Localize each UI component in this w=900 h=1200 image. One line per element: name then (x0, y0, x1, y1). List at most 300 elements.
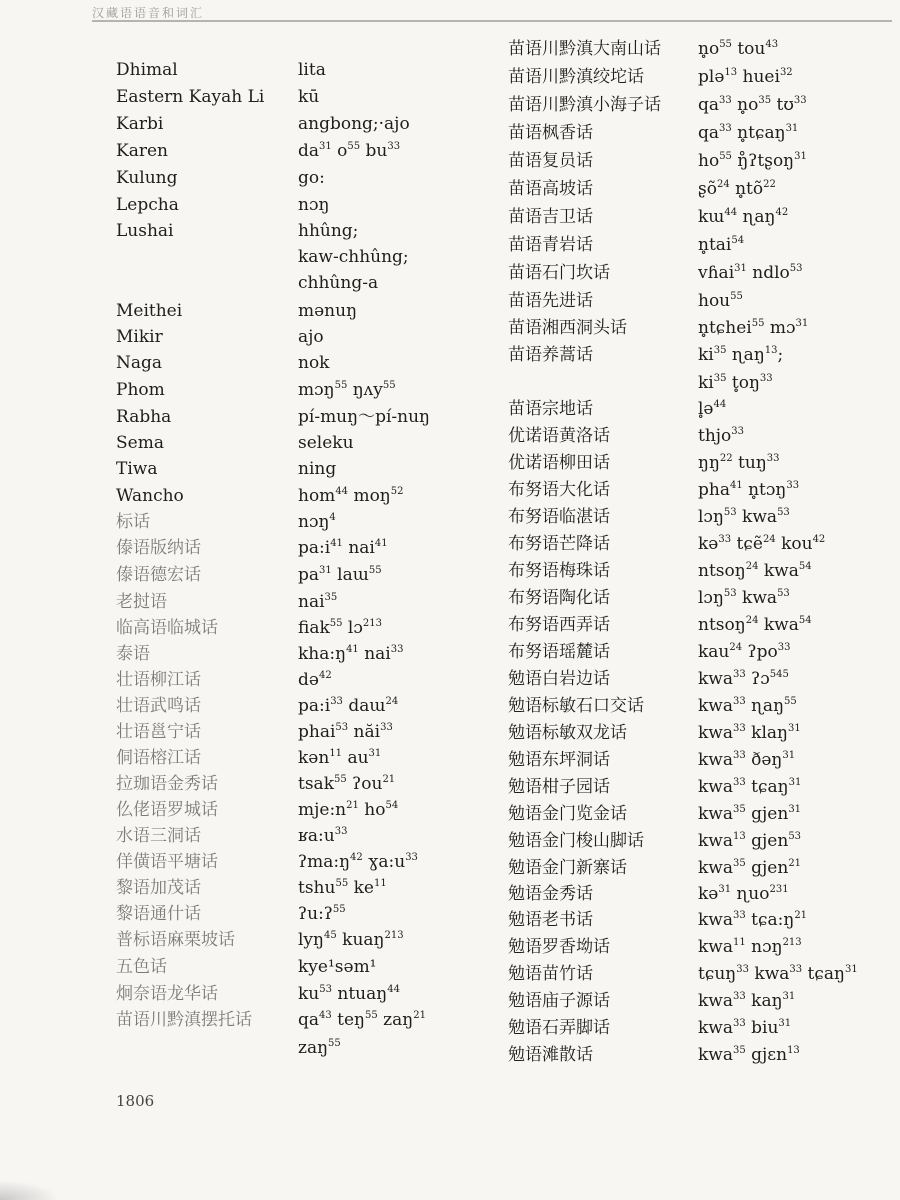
syllable: qa (298, 1010, 320, 1030)
language-name: 壮语武鸣话 (116, 696, 201, 716)
tone-mark: 33 (719, 95, 732, 106)
syllable: au (342, 748, 369, 768)
syllable: kwa (698, 1018, 733, 1038)
syllable: n̥o (731, 95, 759, 115)
word-form (698, 65, 793, 92)
word-form (698, 424, 744, 451)
syllable: qa (698, 123, 720, 143)
tone-mark: 54 (731, 235, 745, 246)
word-form (298, 112, 410, 136)
syllable: ning (298, 459, 337, 479)
syllable: o (331, 141, 348, 161)
syllable: hom (298, 486, 336, 506)
syllable: nok (298, 353, 330, 373)
syllable: tshu (298, 878, 336, 898)
tone-mark: 33 (733, 723, 746, 734)
tone-mark: 31 (787, 723, 801, 734)
language-name: 苗语宗地话 (508, 399, 593, 419)
word-form (298, 299, 357, 323)
tone-mark: 54 (798, 561, 812, 572)
tone-mark: 33 (793, 95, 807, 106)
tone-mark: 24 (745, 561, 759, 572)
tone-mark: 53 (723, 588, 737, 599)
syllable: lɔ (342, 618, 363, 638)
tone-mark: 55 (382, 380, 396, 391)
tone-mark: 545 (769, 669, 789, 680)
syllable: mɔŋ (298, 380, 335, 400)
syllable: kū (298, 87, 320, 107)
word-form (298, 772, 395, 799)
language-name: 黎语通什话 (116, 904, 201, 924)
language-name: 勉语金门梭山脚话 (508, 831, 644, 851)
tone-mark: 43 (319, 1010, 332, 1021)
language-name: 优诺语黄洛话 (508, 426, 610, 446)
word-form (298, 668, 332, 695)
tone-mark: 53 (723, 507, 737, 518)
tone-mark: 42 (350, 852, 363, 863)
word-form (698, 694, 797, 721)
tone-mark: 35 (733, 1045, 746, 1056)
language-name: Eastern Kayah Li (116, 87, 265, 107)
syllable: ntsoŋ (698, 615, 746, 635)
syllable: gjen (745, 804, 789, 824)
word-form (698, 177, 776, 204)
word-form (298, 982, 400, 1009)
language-name: 勉语金门览金话 (508, 804, 627, 824)
syllable: kwa (698, 804, 733, 824)
tone-mark: 24 (762, 534, 776, 545)
syllable: kwa (698, 669, 733, 689)
tone-mark: 35 (713, 345, 727, 356)
tone-mark: 55 (328, 1038, 341, 1049)
syllable: vɦai (698, 263, 735, 283)
language-name: 勉语石弄脚话 (508, 1018, 610, 1038)
syllable: kha:ŋ (298, 644, 347, 664)
language-name: Kulung (116, 168, 178, 188)
syllable: năi (348, 722, 381, 742)
word-form (298, 219, 358, 243)
tone-mark: 33 (330, 696, 343, 707)
syllable: kye¹səm¹ (298, 957, 377, 977)
language-name: 黎语加茂话 (116, 878, 201, 898)
tone-mark: 55 (332, 904, 346, 915)
language-name: 布努语大化话 (508, 480, 610, 500)
syllable: ku (298, 984, 320, 1004)
language-name: 勉语罗香坳话 (508, 937, 610, 957)
language-name: 苗语青岩话 (508, 235, 593, 255)
syllable: kwa (748, 964, 790, 984)
syllable: mənuŋ (298, 301, 358, 321)
tone-mark: 13 (787, 1045, 800, 1056)
syllable: n̥tai (698, 235, 732, 255)
word-form (698, 775, 801, 802)
syllable: nɔŋ (745, 937, 783, 957)
syllable: seleku (298, 433, 354, 453)
tone-mark: 213 (362, 618, 382, 629)
tone-mark: 31 (844, 964, 858, 975)
word-form (698, 613, 812, 640)
syllable: t̥oŋ (726, 373, 760, 393)
syllable: go: (298, 168, 325, 188)
tone-mark: 33 (733, 669, 746, 680)
word-form (298, 1008, 426, 1035)
syllable: moŋ (348, 486, 391, 506)
word-form (698, 802, 801, 829)
syllable: tuŋ (732, 453, 767, 473)
syllable: ntuaŋ (331, 984, 388, 1004)
tone-mark: 33 (759, 373, 773, 384)
syllable: ʔou (346, 774, 383, 794)
tone-mark: 42 (812, 534, 826, 545)
word-form (298, 85, 319, 109)
tone-mark: 13 (724, 67, 738, 78)
tone-mark: 35 (713, 373, 727, 384)
tone-mark: 35 (324, 592, 338, 603)
word-form (298, 484, 404, 511)
word-form (698, 371, 773, 398)
syllable: ʔɔ (745, 669, 770, 689)
word-form (298, 457, 336, 481)
language-name: 临高语临城话 (116, 618, 218, 638)
tone-mark: 213 (782, 937, 802, 948)
tone-mark: 11 (329, 748, 343, 759)
tone-mark: 53 (777, 588, 790, 599)
word-form (698, 856, 801, 883)
tone-mark: 41 (729, 480, 743, 491)
tone-mark: 24 (745, 615, 759, 626)
word-form (698, 559, 812, 586)
syllable: teŋ (331, 1010, 366, 1030)
language-name: Lepcha (116, 195, 179, 215)
tone-mark: 31 (319, 565, 332, 576)
tone-mark: 31 (794, 151, 807, 162)
tone-mark: 31 (782, 750, 796, 761)
syllable: ɳaŋ (737, 207, 776, 227)
language-name: 勉语庙子源话 (508, 991, 610, 1011)
tone-mark: 52 (390, 486, 404, 497)
word-form (698, 397, 726, 424)
tone-mark: 33 (334, 826, 348, 837)
syllable: phai (298, 722, 336, 742)
tone-mark: 55 (784, 696, 797, 707)
tone-mark: 31 (788, 777, 802, 788)
language-name: 苗语先进话 (508, 291, 593, 311)
language-name: 佯僙语平塘话 (116, 852, 218, 872)
tone-mark: 33 (390, 644, 404, 655)
language-name: 苗语枫香话 (508, 123, 593, 143)
syllable: ajo (298, 327, 324, 347)
language-name: 傣语版纳话 (116, 538, 201, 558)
word-form (298, 590, 337, 617)
syllable: kə (698, 884, 719, 904)
tone-mark: 33 (733, 910, 746, 921)
tone-mark: 21 (788, 858, 802, 869)
tone-mark: 33 (786, 480, 800, 491)
tone-mark: 11 (373, 878, 387, 889)
word-form (298, 642, 403, 669)
word-form (698, 233, 744, 260)
syllable: laɯ (331, 565, 369, 585)
tone-mark: 33 (718, 534, 732, 545)
language-name: 勉语白岩边话 (508, 669, 610, 689)
syllable: nai (342, 538, 375, 558)
tone-mark: 31 (778, 1018, 792, 1029)
word-form (298, 245, 409, 269)
tone-mark: 42 (775, 207, 789, 218)
syllable: ke (348, 878, 374, 898)
word-form (298, 325, 324, 349)
tone-mark: 33 (766, 453, 780, 464)
syllable: ʔma:ŋ (298, 852, 351, 872)
syllable: kaŋ (745, 991, 783, 1011)
word-form (698, 962, 858, 989)
syllable: hhûng; (298, 221, 359, 241)
word-form (698, 149, 807, 176)
word-form (698, 343, 783, 370)
word-form (298, 850, 418, 877)
word-form (698, 451, 780, 478)
syllable: fiak (298, 618, 330, 638)
syllable: pa:i (298, 696, 331, 716)
syllable: zaŋ (377, 1010, 414, 1030)
syllable: zaŋ (298, 1038, 329, 1058)
language-name: 苗语川黔滇摆托话 (116, 1010, 252, 1030)
syllable: tɕẽ (731, 534, 763, 554)
syllable: tɕuŋ (698, 964, 737, 984)
tone-mark: 231 (769, 884, 789, 895)
word-form (698, 935, 802, 962)
language-name: Karen (116, 141, 168, 161)
tone-mark: 31 (319, 141, 332, 152)
syllable: kə (698, 534, 719, 554)
language-name: 苗语川黔滇大南山话 (508, 39, 661, 59)
tone-mark: 33 (736, 964, 749, 975)
tone-mark: 31 (788, 804, 802, 815)
syllable: ho (698, 151, 720, 171)
syllable: ki (698, 373, 714, 393)
word-form (298, 746, 381, 773)
tone-mark: 13 (764, 345, 778, 356)
language-name: 苗语高坡话 (508, 179, 593, 199)
syllable: ɣa:u (362, 852, 406, 872)
word-form (698, 882, 789, 909)
tone-mark: 31 (718, 884, 732, 895)
language-name: Phom (116, 380, 165, 400)
language-name: Mikir (116, 327, 163, 347)
word-form (298, 271, 378, 295)
word-form (298, 166, 325, 190)
tone-mark: 55 (365, 1010, 378, 1021)
syllable: tɕaŋ (745, 777, 789, 797)
language-name: 水语三洞话 (116, 826, 201, 846)
syllable: l̥ə (698, 399, 714, 419)
syllable: bu (360, 141, 388, 161)
syllable: biu (745, 1018, 779, 1038)
syllable: ðəŋ (745, 750, 783, 770)
word-form (698, 829, 801, 856)
syllable: nɔŋ (298, 512, 330, 532)
word-form (298, 928, 404, 955)
syllable: kwa (698, 937, 733, 957)
syllable: huei (737, 67, 780, 87)
language-name: 勉语滩散话 (508, 1045, 593, 1065)
syllable: kwa (698, 910, 733, 930)
word-form (698, 1016, 791, 1043)
word-form (698, 478, 799, 505)
word-form (298, 1036, 341, 1063)
word-form (698, 93, 807, 120)
syllable: kwa (698, 777, 733, 797)
language-name: 勉语金秀话 (508, 884, 593, 904)
syllable: kwa (758, 615, 799, 635)
syllable: tou (731, 39, 766, 59)
language-name: 苗语复员话 (508, 151, 593, 171)
word-form (698, 505, 790, 532)
syllable: ʔu:ʔ (298, 904, 333, 924)
syllable: kuaŋ (336, 930, 385, 950)
syllable: kwa (698, 723, 733, 743)
language-name: Wancho (116, 486, 184, 506)
syllable: kau (698, 642, 730, 662)
syllable: n̥tɕaŋ (731, 123, 786, 143)
word-form (698, 121, 798, 148)
language-name: 布努语梅珠话 (508, 561, 610, 581)
word-form (298, 694, 398, 721)
word-form (698, 37, 778, 64)
syllable: mɔ (764, 318, 796, 338)
syllable: tʊ (771, 95, 794, 115)
tone-mark: 22 (719, 453, 733, 464)
tone-mark: 31 (785, 123, 799, 134)
syllable: n̥tõ (729, 179, 764, 199)
tone-mark: 55 (730, 291, 743, 302)
syllable: kwa (736, 588, 778, 608)
syllable: ɳaŋ (726, 345, 765, 365)
syllable: n̥o (698, 39, 720, 59)
language-name: 苗语养蒿话 (508, 345, 593, 365)
tone-mark: 41 (374, 538, 388, 549)
word-form (298, 720, 393, 747)
tone-mark: 55 (335, 878, 349, 889)
tone-mark: 13 (733, 831, 746, 842)
word-form (298, 902, 346, 929)
word-form (298, 798, 398, 825)
tone-mark: 4 (329, 512, 336, 523)
tone-mark: 44 (335, 486, 349, 497)
tone-mark: 33 (733, 750, 746, 761)
tone-mark: 41 (330, 538, 343, 549)
language-name: 布努语陶化话 (508, 588, 610, 608)
tone-mark: 55 (334, 774, 347, 785)
language-name: Meithei (116, 301, 183, 321)
tone-mark: 22 (763, 179, 776, 190)
word-form (298, 405, 430, 429)
tone-mark: 55 (329, 618, 343, 629)
language-name: 苗语川黔滇小海子话 (508, 95, 661, 115)
tone-mark: 45 (324, 930, 337, 941)
language-name: 老挝语 (116, 592, 167, 612)
language-name: Tiwa (116, 459, 158, 479)
language-name: 勉语苗竹话 (508, 964, 593, 984)
language-name: Karbi (116, 114, 164, 134)
language-name: 苗语吉卫话 (508, 207, 593, 227)
language-name: 标话 (116, 512, 150, 532)
tone-mark: 32 (779, 67, 793, 78)
language-name: 苗语石门坎话 (508, 263, 610, 283)
scan-shadow (0, 1180, 60, 1200)
syllable: mje:n (298, 800, 347, 820)
tone-mark: 21 (794, 910, 808, 921)
language-name: 优诺语柳田话 (508, 453, 610, 473)
syllable: kwa (698, 696, 733, 716)
running-header: 汉藏语语音和词汇 (92, 6, 205, 20)
syllable: ŋŋ (698, 453, 720, 473)
tone-mark: 54 (385, 800, 399, 811)
language-name: 炯奈语龙华话 (116, 984, 218, 1004)
word-form (698, 1043, 800, 1070)
tone-mark: 53 (788, 831, 802, 842)
tone-mark: 44 (713, 399, 727, 410)
language-name: 五色话 (116, 957, 167, 977)
language-name: 苗语川黔滇绞坨话 (508, 67, 644, 87)
syllable: tsak (298, 774, 334, 794)
tone-mark: 44 (387, 984, 400, 995)
word-form (698, 205, 788, 232)
tone-mark: 31 (734, 263, 747, 274)
language-name: 布努语临湛话 (508, 507, 610, 527)
word-form (298, 378, 396, 405)
word-form (298, 876, 387, 903)
word-form (298, 616, 382, 643)
syllable: də (298, 670, 319, 690)
language-name: 壮语柳江话 (116, 670, 201, 690)
tone-mark: 24 (729, 642, 743, 653)
tone-mark: 24 (385, 696, 399, 707)
tone-mark: 33 (387, 141, 401, 152)
word-form (698, 316, 808, 343)
tone-mark: 33 (733, 991, 746, 1002)
word-form (298, 431, 354, 455)
tone-mark: 31 (795, 318, 809, 329)
syllable: nai (298, 592, 325, 612)
syllable: nɔŋ (298, 195, 330, 215)
syllable: n̥tɕhei (698, 318, 752, 338)
word-form (698, 667, 789, 694)
syllable: kwa (698, 991, 733, 1011)
language-name: 侗语榕江话 (116, 748, 201, 768)
syllable: n̥tɔŋ (742, 480, 787, 500)
syllable: kɯ (698, 207, 725, 227)
tone-mark: 21 (413, 1010, 426, 1021)
tone-mark: 11 (733, 937, 746, 948)
tone-mark: 55 (719, 39, 732, 50)
syllable: kwa (698, 831, 733, 851)
tone-mark: 35 (733, 804, 746, 815)
syllable: ʔpo (742, 642, 778, 662)
tone-mark: 33 (719, 123, 732, 134)
language-name: 布努语西弄话 (508, 615, 610, 635)
tone-mark: 33 (733, 1018, 746, 1029)
word-form (698, 640, 791, 667)
word-form (298, 824, 347, 851)
tone-mark: 35 (733, 858, 746, 869)
tone-mark: 41 (346, 644, 359, 655)
language-name: Sema (116, 433, 164, 453)
language-name: 仫佬语罗城话 (116, 800, 218, 820)
syllable: tɕa:ŋ (745, 910, 795, 930)
word-form (698, 289, 743, 316)
syllable: kən (298, 748, 330, 768)
